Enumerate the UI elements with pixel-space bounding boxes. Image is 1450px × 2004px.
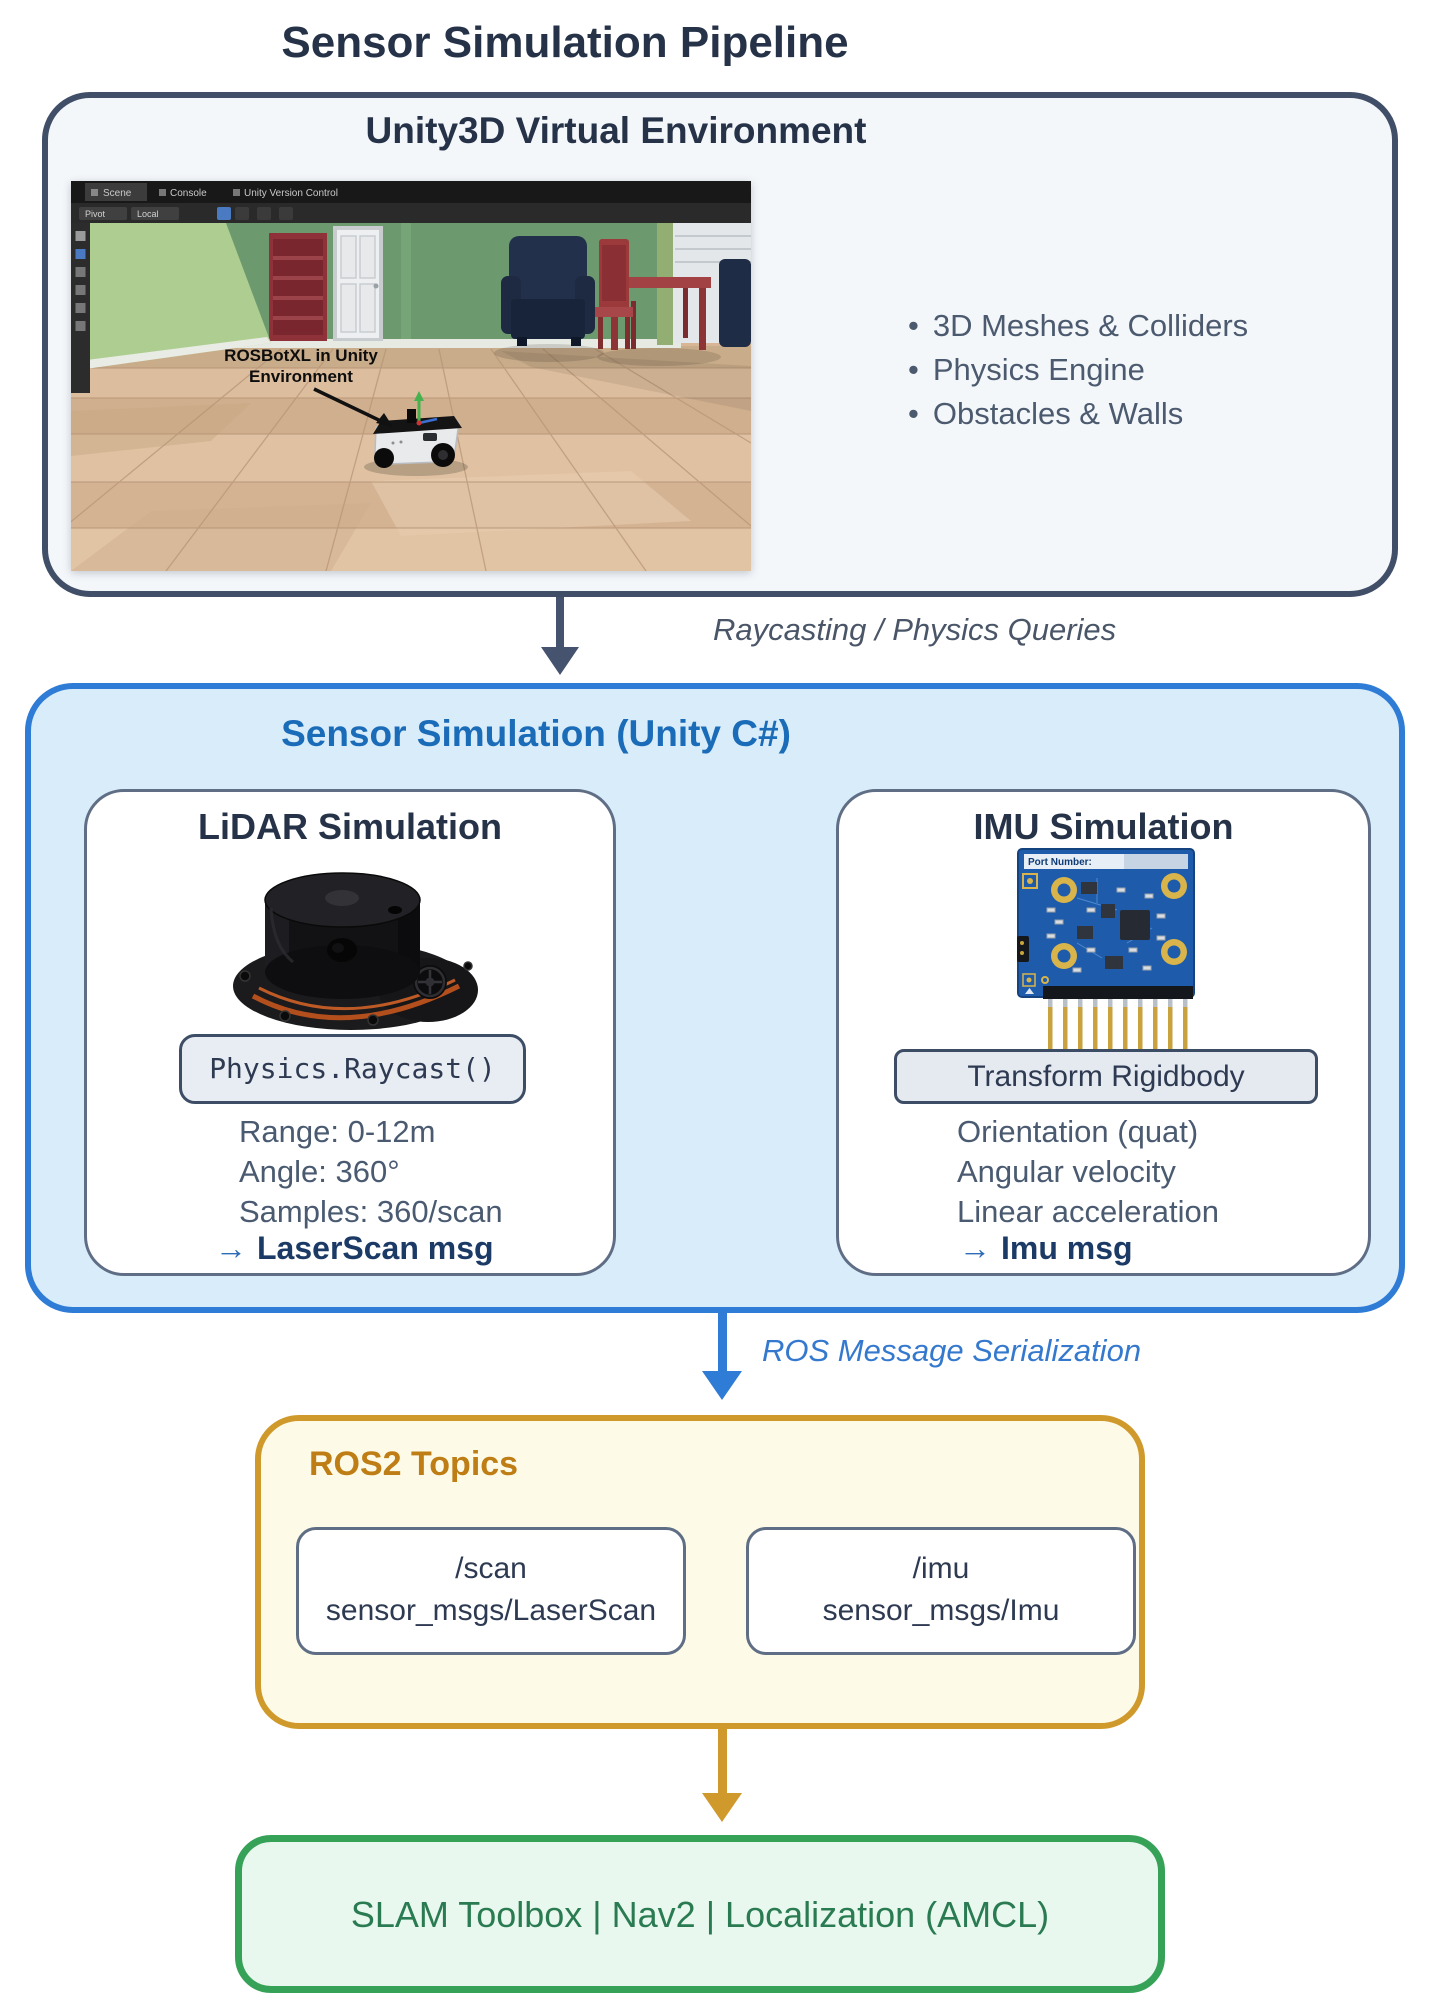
imu-specs (957, 1112, 1219, 1232)
imu-api-call: Transform Rigidbody (894, 1049, 1318, 1104)
unity-box-title: Unity3D Virtual Environment (365, 110, 867, 151)
flow-arrow-1-label: Raycasting / Physics Queries (713, 612, 1117, 647)
right-arrow-glyph: → (959, 1230, 991, 1266)
scene-icon (91, 189, 98, 196)
sensor-simulation-title: Sensor Simulation (Unity C#) (281, 713, 791, 754)
feature-label: Obstacles & Walls (932, 396, 1184, 431)
tab-scene-label: Scene (103, 188, 132, 199)
lidar-api-call: Physics.Raycast() (179, 1034, 526, 1104)
toolbar-icon (257, 207, 271, 220)
ros2-topics-box (255, 1415, 1145, 1729)
unity-editor-screenshot (71, 181, 751, 571)
spec-line: Angle: 360° (239, 1154, 400, 1189)
lidar-specs (239, 1112, 503, 1232)
bullet-glyph: • (908, 352, 919, 387)
flow-arrow-3-head (702, 1793, 742, 1822)
topic-scan-box (296, 1527, 686, 1655)
flow-arrow-1-head (541, 647, 579, 675)
imu-board-image (1017, 848, 1197, 1060)
flow-arrow-3-shaft (718, 1729, 727, 1795)
topic-imu-box (746, 1527, 1136, 1655)
topic-type: sensor_msgs/LaserScan (325, 1594, 657, 1627)
imu-simulation-box (836, 789, 1371, 1276)
pin-header (1043, 986, 1193, 999)
imu-output-msg (959, 1230, 1133, 1267)
page-title: Sensor Simulation Pipeline (281, 18, 849, 67)
flow-arrow-2-head (702, 1371, 742, 1400)
armchair (501, 236, 595, 346)
pivot-label: Pivot (85, 209, 106, 219)
sensor-simulation-box (25, 683, 1405, 1313)
feature-label: 3D Meshes & Colliders (932, 308, 1249, 343)
rotate-tool-icon (76, 267, 86, 277)
flow-arrow-2-label: ROS Message Serialization (762, 1333, 1142, 1368)
topic-name: /imu (912, 1552, 970, 1585)
move-tool-icon (76, 249, 86, 259)
lidar-title: LiDAR Simulation (198, 806, 502, 847)
spec-line: Samples: 360/scan (239, 1194, 503, 1229)
rect-tool-icon (76, 303, 86, 313)
slam-nav2-box (235, 1835, 1165, 1993)
lidar-output-msg (215, 1230, 494, 1267)
msg-label: LaserScan msg (257, 1230, 494, 1266)
unity3d-environment-box (42, 92, 1398, 597)
feature-label: Physics Engine (932, 352, 1145, 387)
list-item (908, 348, 1248, 392)
list-item (908, 304, 1248, 348)
bullet-glyph: • (908, 396, 919, 431)
lidar-simulation-box (84, 789, 616, 1276)
bullet-glyph: • (908, 308, 919, 343)
main-chip (1120, 910, 1150, 940)
flow-arrow-2-shaft (718, 1313, 727, 1373)
tab-console-label: Console (170, 188, 207, 199)
unity-feature-list (908, 304, 1248, 436)
ros2-topics-title: ROS2 Topics (309, 1445, 519, 1483)
unity-tool-strip (71, 223, 90, 393)
toolbar-icon (235, 207, 249, 220)
spec-line: Range: 0-12m (239, 1114, 436, 1149)
bookshelf (269, 233, 327, 341)
jumper (1017, 936, 1029, 962)
msg-label: Imu msg (1001, 1230, 1133, 1266)
topic-name: /scan (455, 1552, 527, 1585)
unity-toolbar (71, 181, 751, 223)
robot-label-line1: ROSBotXL in Unity (224, 346, 378, 365)
right-arrow-glyph: → (215, 1230, 247, 1266)
spec-line: Orientation (quat) (957, 1114, 1199, 1149)
list-item (908, 392, 1248, 436)
door (333, 226, 383, 341)
board-label: Port Number: (1028, 857, 1092, 868)
robot-label-line2: Environment (249, 367, 353, 386)
toolbar-icon (279, 207, 293, 220)
slam-nav2-label: SLAM Toolbox | Nav2 | Localization (AMCL) (350, 1894, 1050, 1935)
tab-version-control-label: Unity Version Control (244, 188, 338, 199)
local-label: Local (137, 209, 159, 219)
imu-title: IMU Simulation (973, 806, 1234, 847)
grid-toggle-icon (217, 207, 231, 220)
header-pins (1048, 999, 1188, 1051)
spec-line: Linear acceleration (957, 1194, 1219, 1229)
topic-type: sensor_msgs/Imu (822, 1594, 1060, 1627)
spec-line: Angular velocity (957, 1154, 1176, 1189)
console-icon (159, 189, 166, 196)
flow-arrow-1-shaft (556, 597, 564, 649)
lidar-sensor-image (223, 858, 483, 1036)
version-control-icon (233, 189, 240, 196)
transform-tool-icon (76, 321, 86, 331)
hand-tool-icon (76, 231, 86, 241)
scale-tool-icon (76, 285, 86, 295)
